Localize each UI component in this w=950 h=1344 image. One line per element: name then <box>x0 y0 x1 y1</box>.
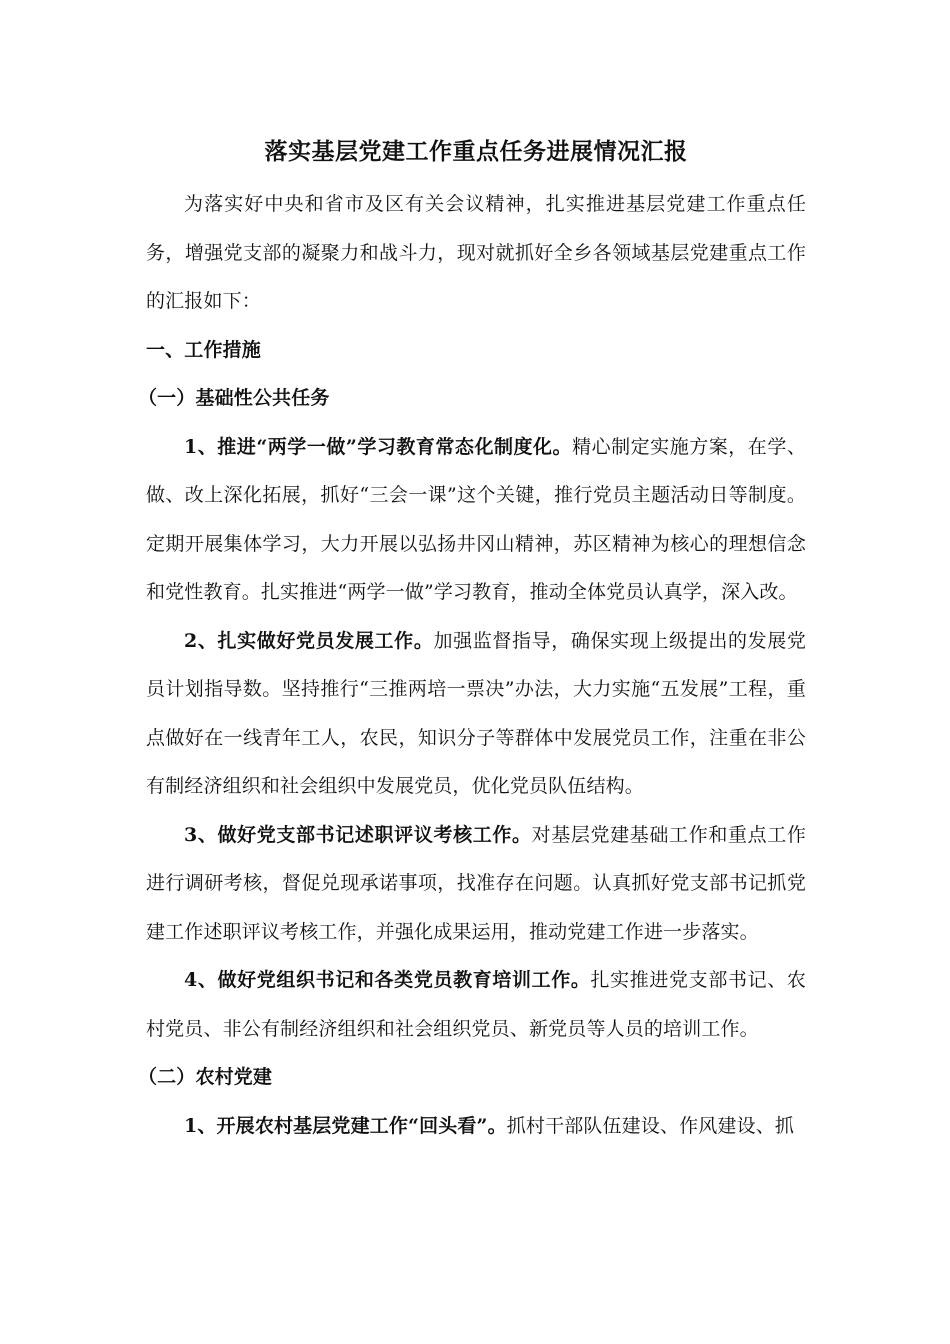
item-paragraph <box>146 811 806 957</box>
subsection-heading-rural: （二）农村党建 <box>138 1066 273 1088</box>
item-paragraph <box>146 956 806 1053</box>
item-lead: 1、推进“两学一做”学习教育常态化制度化。 <box>184 435 573 458</box>
item-lead: 4、做好党组织书记和各类党员教育培训工作。 <box>184 969 591 991</box>
item-paragraph <box>146 1102 806 1151</box>
item-lead: 3、做好党支部书记述职评议考核工作。 <box>184 823 532 846</box>
item-lead: 1、开展农村基层党建工作“回头看”。 <box>184 1114 507 1137</box>
document-body <box>138 132 807 1150</box>
item-body: 加强监督指导，确保实现上级提出的发展党员计划指导数。坚持推行“三推两培一票决”办法，大力实施“五发展”工程，重点做好在一线青年工人，农民，知识分子等群体中发展党员工作，注重在非公有制经济组织和社会组织中发展党员，优化党员队伍结构。 <box>146 629 806 797</box>
intro-paragraph: 为落实好中央和省市及区有关会议精神，扎实推进基层党建工作重点任务，增强党支部的凝聚力和战斗力，现对就抓好全乡各领域基层党建重点工作的汇报如下： <box>146 193 806 312</box>
item-body: 对基层党建基础工作和重点工作进行调研考核，督促兑现承诺事项，找准存在问题。认真抓好党支部书记抓党建工作述职评议考核工作，并强化成果运用，推动党建工作进一步落实。 <box>146 823 807 943</box>
item-paragraph <box>146 617 806 811</box>
item-body: 抓村干部队伍建设、作风建设、抓 <box>506 1114 795 1137</box>
subsection-heading-public-tasks: （一）基础性公共任务 <box>138 387 330 409</box>
item-body: 扎实推进党支部书记、农村党员、非公有制经济组织和社会组织党员、新党员等人员的培训工作。 <box>146 969 806 1040</box>
document-title: 落实基层党建工作重点任务进展情况汇报 <box>264 138 688 165</box>
item-paragraph <box>146 423 806 617</box>
section-heading-measures: 一、工作措施 <box>146 338 261 361</box>
item-body: 精心制定实施方案，在学、做、改上深化拓展，抓好“三会一课”这个关键，推行党员主题活动日等制度。定期开展集体学习，大力开展以弘扬井冈山精神，苏区精神为核心的理想信念和党性教育。扎实推进“两学一做”学习教育，推动全体党员认真学，深入改。 <box>146 435 806 603</box>
item-lead: 2、扎实做好党员发展工作。 <box>184 629 434 652</box>
